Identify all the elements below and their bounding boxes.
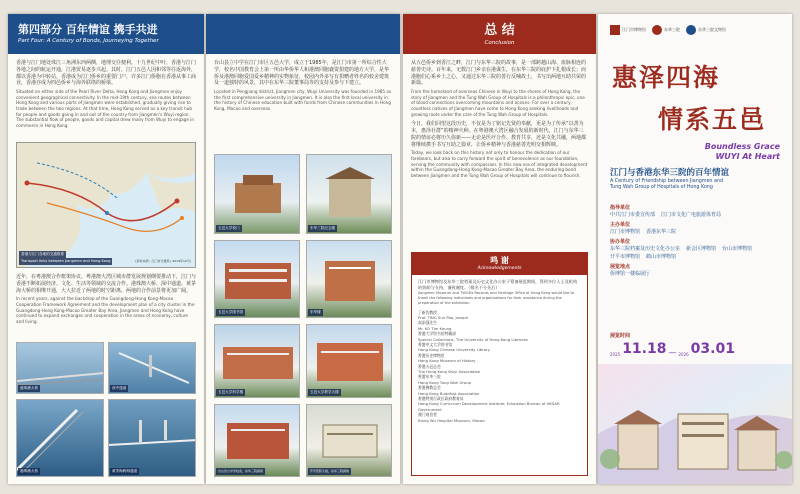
transport-map <box>16 142 196 268</box>
acknowledgements-header <box>412 253 587 275</box>
conclusion-para1-en: From the homeland of overseas Chinese in Wuyi to the shores of Hong Kong, the story of Jiangmen and the Tung Wah Group of Hospitals is a philanthropic epic, one of blood connections overcoming mountains and oceans. For over a century, countless natives of Jiangmen have come to Hong Kong seeking livelihoods and growing roots under the care of the Tung Wah Group of Hospitals. <box>411 89 585 117</box>
acknowledgement-item: 丁新豹教授 <box>418 309 437 315</box>
photo-memorial-building-caption: 东华三院纪念楼 <box>310 226 336 230</box>
map-caption: 香港与江门各地的交通联系 <box>21 252 65 256</box>
date-separator: — <box>668 348 677 357</box>
part-four-para1-en: Situated on either side of the Pearl River Delta, Hong Kong and Jiangmen enjoy convenient geographical connectivity. In the mid-19th century, sea routes between Hong Kong and various parts of Jiangmen were established, gradually giving rise to trade between the two regions. At that time, Hong Kong served as a key transit hub for people and goods going in and out of the country from Jiangmen's Wuyi region. The substantial flow of people, goods and capital drew many from Wuyi to engage in commerce in Hong Kong. <box>16 89 195 128</box>
acknowledgements-title: 鸣 谢 <box>490 256 509 265</box>
english-title-line2: WUYI At Heart <box>715 152 780 161</box>
organizer-section-label: 展览地点 <box>610 264 631 270</box>
logo-row <box>610 22 786 38</box>
date-end: 03.01 <box>690 341 735 357</box>
photo-teaching-building <box>306 324 392 398</box>
watercolor-illustration <box>598 364 792 484</box>
organizer-section-label: 指导单位 <box>610 205 631 211</box>
conclusion-subtitle: Conclusion <box>484 40 515 46</box>
date-start: 11.18 <box>622 341 667 357</box>
logo-tung-wah-museum-text: 东华三院文物馆 <box>698 27 726 32</box>
organizer-item: 开平市博物馆 <box>610 254 641 260</box>
acknowledgement-item: Hong Kong Curriculum Development Institute, Education Bureau of HKSAR Government <box>418 401 560 412</box>
organizer-item: 江门市博物馆 <box>610 229 641 235</box>
acknowledgement-item: Mr. KO Tim Keung <box>418 325 452 331</box>
organizer-item: 新会区博物馆 <box>686 246 717 252</box>
continuation-band <box>206 14 400 54</box>
part-four-para2-cn: 近年，在粤港澳合作框架协议、粤港澳大湾区城市群发展规划纲要推动下，江门与香港不断拓展经济、文化、生活等领域的交流合作。港珠澳大桥、深中通道、黄茅海大桥的相继开通，大大拉近了两地的时空距离，两地的合作前景将更加广阔。 <box>16 274 197 294</box>
logo-tung-wah-museum <box>686 25 726 35</box>
date-range <box>610 341 786 357</box>
acknowledgement-item: 香港中文大学图书馆 <box>418 342 453 348</box>
english-description-line1: A Century of Friendship between Jiangmen and <box>610 179 723 184</box>
conclusion-para2-cn: 今日，我们回望这段历史，不仅是为了铭记先贤的奉献，更是为了传承“以善为本，惠泽社群”的精神火种。在粤港澳大湾区融合发展的新时代，江门与东华三院的情谊必将历久弥新——无论是医疗合作、教育共享，还是文化共融，两地都将继续携手书写互助之篇章，让侨乡精神与香港慈善光明交相辉映。 <box>411 121 587 148</box>
acknowledgement-item: Hong Kong Buddhist Association <box>418 390 480 396</box>
conclusion-para1-cn: 从五邑侨乡到香江之畔，江门与东华三院的故事，是一部跨越山海、血脉相连的慈善史诗。百年来，无数江门乡亲在港谋生，在东华三院的庇护下扎根成长；而港胞们心系乡土之心，又通过东华三院的善行反哺故土，书写出两地互助共荣的新篇。 <box>411 60 587 87</box>
photo-tung-wah-building-caption: 东华楼 <box>310 310 321 314</box>
date-label: 展览时间 <box>610 333 631 339</box>
organizer-section-label: 主办单位 <box>610 222 631 228</box>
photo-taishan-school <box>214 404 300 477</box>
acknowledgement-item: 香港历史博物馆 <box>418 352 445 358</box>
tung-wah-museum-logo-icon <box>686 25 696 35</box>
calligraphy-line-2: 情系五邑 <box>658 105 767 134</box>
map-credit: (资料来源：江门市交通局 | 2019年12月) <box>135 259 191 263</box>
map-graphic <box>17 143 196 268</box>
acknowledgement-item: 高添强先生 <box>418 320 437 326</box>
english-description <box>610 179 786 191</box>
organizer-item: 台山市博物馆 <box>722 246 753 252</box>
panel-cover <box>598 14 792 484</box>
panel-wuyi-university <box>206 14 400 484</box>
organizer-section-items <box>610 211 786 218</box>
acknowledgement-item: 香港大学图书馆特藏部 <box>418 331 456 337</box>
conclusion-body <box>411 60 588 178</box>
part-four-intro <box>16 60 196 128</box>
exhibition-dates <box>610 332 786 357</box>
acknowledgement-item: Hong Kong Museum of History <box>418 358 476 364</box>
organizer-item: 中共江门市委宣传部 <box>610 212 656 218</box>
acknowledgements-list <box>418 310 581 424</box>
photo-teaching-building-caption: 五邑大学教学大楼 <box>310 390 339 394</box>
acknowledgement-item: Prof. TING Sun Pao, Joseph <box>418 314 469 320</box>
photo-tung-wah-building <box>306 240 392 318</box>
photo-library <box>214 240 300 318</box>
acknowledgement-item: 香港东华三院 <box>418 374 441 380</box>
acknowledgements-intro-cn: 江门市博物馆及东华三院档案及历史文化办公室于筹备展览期间，得到多位人士及机构的协助与支持，谨致谢忱。（排名不分先后） <box>418 279 578 290</box>
date-start-year: 2025 <box>610 352 621 357</box>
photo-library-caption: 五邑大学图书馆 <box>218 310 244 314</box>
acknowledgements-intro-en: Jiangmen Museum and TWGHs Records and Heritage Office of Hong Kong would like to thank the following individuals and organisations for their assistance during the preparation of the exhibition. <box>418 291 575 305</box>
photo-bridge-4-caption: 黄茅海跨海通道 <box>112 469 138 473</box>
organizer-item: 江门市文化广电旅游体育局 <box>661 212 722 218</box>
acknowledgement-item: Hong Kong Chinese University Library <box>418 347 490 353</box>
part-four-para1-cn: 香港与江门地处珠江三角洲东西两侧，地理交往便利。十九世纪中叶，香港与江门各地之间的航运开通，江港贸易逐步兴起。其时，江门五邑人因和邻等往返海外，都以香港为中转站，香港成为江门侨乡的重要门户，许多江门侨胞在香港从事工商业，香港亦成为四邑侨乡与海外联络的桥梁。 <box>16 60 197 87</box>
photo-science-building-caption: 五邑大学科学楼 <box>218 390 244 394</box>
chinese-title: 江门与香港东华三院的百年情谊 <box>610 168 730 178</box>
organizer-item: 香港东华三院 <box>646 229 677 235</box>
acknowledgement-item: 澳门观音堂 <box>418 412 437 418</box>
acknowledgement-item: Hong Kong Tung Wah Group <box>418 379 472 385</box>
organizer-section-items <box>610 228 786 235</box>
acknowledgement-item: The Hong Kong Wuyi Association <box>418 369 481 375</box>
part-four-recent <box>16 274 196 324</box>
photo-kaiping-hospital <box>306 404 392 477</box>
conclusion-header <box>403 14 596 54</box>
photo-univ-gate-caption: 五邑大学校门 <box>218 226 240 230</box>
calligraphy-line-1: 惠泽四海 <box>612 63 721 92</box>
acknowledgement-item: 香港特别行政区政府教育局 <box>418 396 464 402</box>
photo-bridge-1-caption: 港珠澳大桥 <box>20 386 38 390</box>
organizer-item: 鹤山市博物馆 <box>646 254 677 260</box>
photo-kaiping-hospital-caption: 开平医院大楼，东华三院捐建 <box>310 469 350 473</box>
wuyi-intro <box>214 60 392 112</box>
building-illustration <box>598 364 792 484</box>
photo-science-building <box>214 324 300 398</box>
part-four-para2-en: In recent years, against the backdrop of the Guangdong-Hong Kong-Macao Cooperation Framework Agreement and the development plan of a city cluster in the Guangdong-Hong Kong-Macao Greater Bay Area, Jiangmen and Hong Kong have continued to expand exchanges and cooperation in the areas of economy, culture and living. <box>16 296 195 324</box>
photo-univ-gate <box>214 154 300 234</box>
logo-jiangmen-museum <box>610 25 646 35</box>
organizer-item: 东华三院档案及历史文化办公室 <box>610 246 681 252</box>
part-four-subtitle: Part Four: A Century of Bonds, Journeying Together <box>18 38 159 44</box>
logo-jiangmen-museum-text: 江门市博物馆 <box>622 27 646 32</box>
jiangmen-museum-logo-icon <box>610 25 620 35</box>
acknowledgement-item: 香港佛教总会 <box>418 385 441 391</box>
acknowledgement-item: 香港五邑总会 <box>418 363 441 369</box>
acknowledgements-box <box>411 252 588 476</box>
tung-wah-logo-icon <box>652 25 662 35</box>
photo-bridge-3 <box>16 399 104 477</box>
acknowledgement-item: Special Collections, The University of Hong Kong Libraries <box>418 336 528 342</box>
panel-part-four <box>8 14 204 484</box>
part-four-header <box>8 14 204 54</box>
organizer-list <box>610 204 786 277</box>
logo-tung-wah-text: 东华三院 <box>664 27 680 32</box>
organizer-section-label: 协办单位 <box>610 239 631 245</box>
map-caption-en: Transport links between Jiangmen and Hong Kong <box>21 259 111 263</box>
conclusion-title: 总 结 <box>484 23 515 38</box>
photo-bridge-1 <box>16 342 104 394</box>
english-description-line2: Tung Wah Group of Hospitals of Hong Kong <box>610 185 713 190</box>
english-title-line1: Boundless Grace <box>704 142 780 151</box>
photo-taishan-school-caption: 台山县立中学校舍，东华三院捐建 <box>218 469 264 473</box>
photo-bridge-2-caption: 深中通道 <box>112 386 127 390</box>
organizer-section-items <box>610 270 786 277</box>
part-four-title: 第四部分 百年情谊 携手共进 <box>18 23 158 36</box>
date-end-year: 2026 <box>678 352 689 357</box>
photo-bridge-4 <box>108 399 196 477</box>
organizer-section-items <box>610 245 786 260</box>
logo-tung-wah <box>652 25 680 35</box>
organizer-item: 侨博馆一楼临展厅 <box>610 271 651 277</box>
acknowledgements-subtitle: Acknowledgements <box>477 266 522 271</box>
wuyi-para1-en: Located in Pengjiang district, Jiangmen city, Wuyi University was founded in 1985 as the first comprehensive university in Jiangmen. It is also the first local university in the history of Chinese education built with funds from Chinese communities in Hong Kong, Macao and overseas. <box>214 89 392 111</box>
photo-bridge-3-caption: 港珠澳大桥 <box>20 469 38 473</box>
photo-memorial-building <box>306 154 392 234</box>
panel-conclusion <box>403 14 596 484</box>
photo-bridge-2 <box>108 342 196 394</box>
english-title <box>705 142 780 162</box>
wuyi-para1-cn: 台山县立中学在江门市区五邑大学，成立于1985年，是江门市第一所综合性大学，校名中国教育会上第一所由华侨华人和港澳同胞襄资捐建的地方大学，是华侨及港澳同胞爱国爱乡精神的实物象征，校园内外多写有捐赠者姓名的校舍建筑及一道独特的风景，其中在东华三院董事局等的支持及参与下建立。 <box>214 60 390 87</box>
acknowledgement-item: Kiang Wu Hospital Museum, Macao <box>418 417 485 423</box>
conclusion-para2-en: Today, we look back on this history not only to honour the dedication of our forebears, but also to carry forward the spirit of benevolence as our foundation, serving the community with compassion. In this new era of integrated development within the Guangdong-Hong Kong-Macao Greater Bay Area, the enduring bond between Jiangmen and the Tung Wah Group of Hospitals will continue to flourish. <box>411 150 588 178</box>
